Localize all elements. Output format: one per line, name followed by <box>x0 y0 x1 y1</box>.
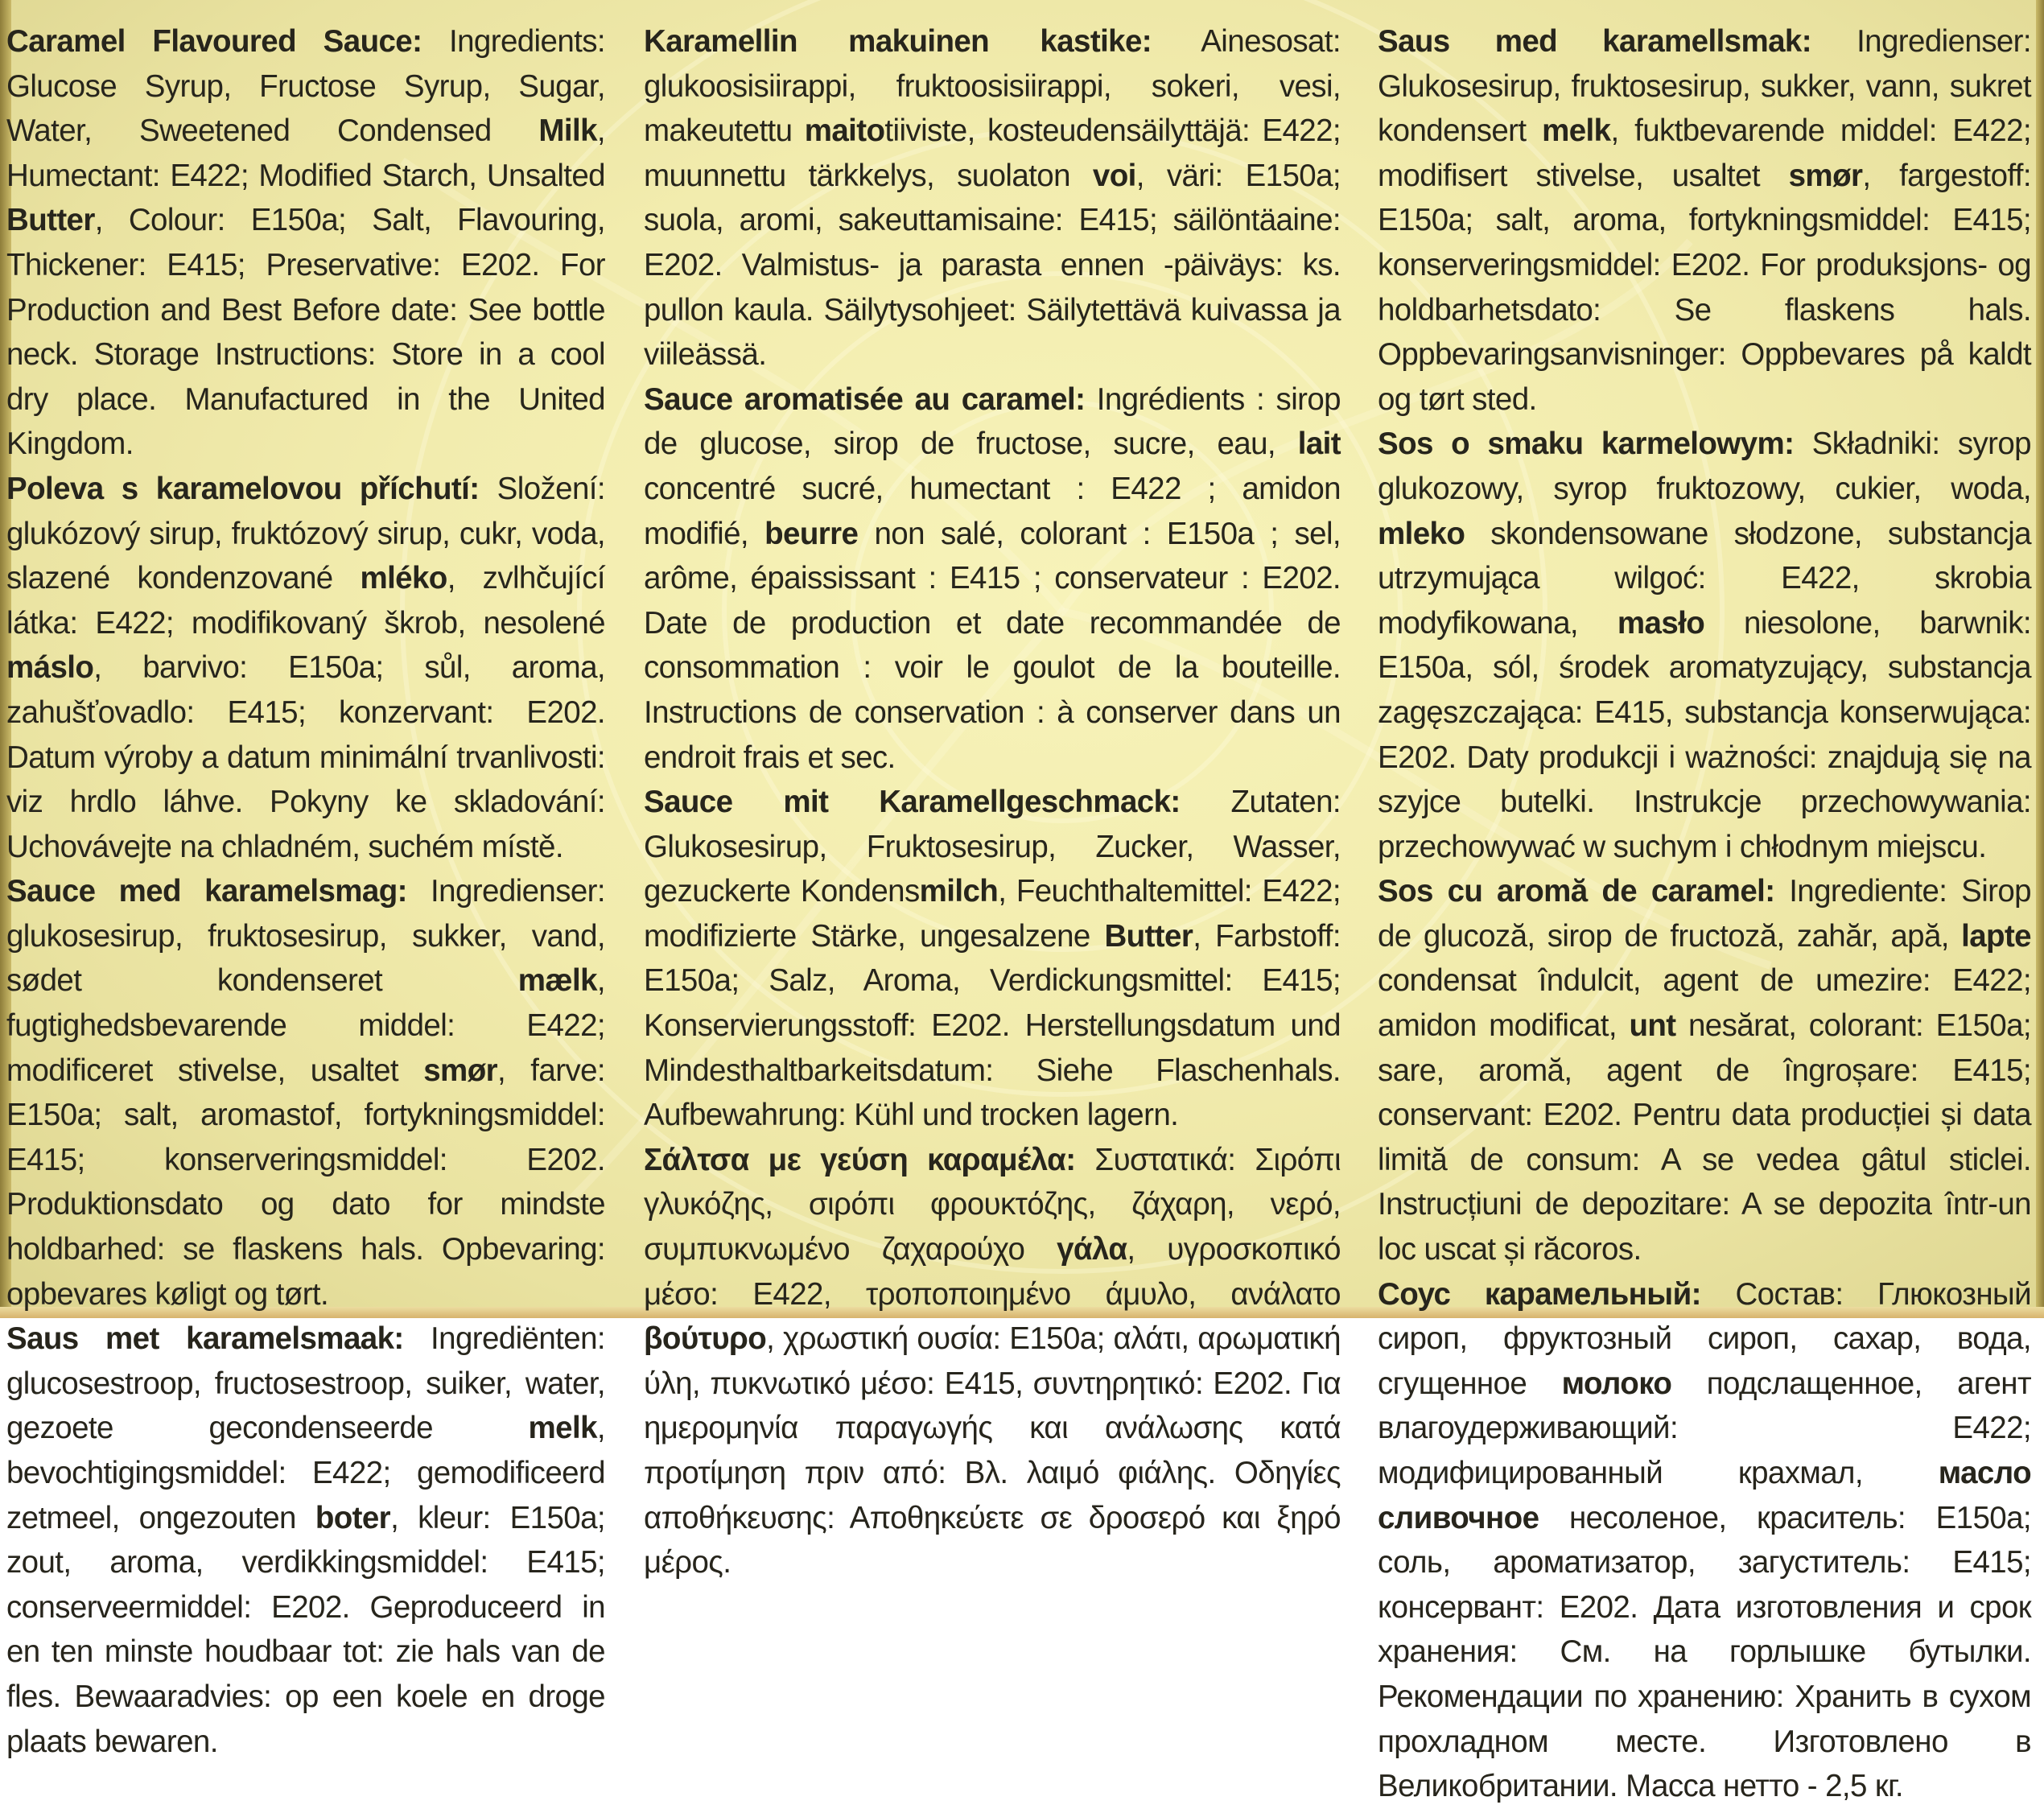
ingredients-column-2 <box>644 19 1341 1585</box>
ingredients-entry-pl: Sos o smaku karmelowym: Składniki: syrop glukozowy, syrop fruktozowy, cukier, woda, mleko skondensowane słodzone, substancja utrzymująca wilgoć: E422, skrobia modyfikowana, masło niesolone, barwnik: E150a, sól, środek aromatyzujący, substancja zagęszczająca: E415, substancja konserwująca: E202. Daty produkcji i ważności: znajdują się na szyjce butelki. Instrukcje przechowywania: przechowywać w suchym i chłodnym miejscu. <box>1378 426 2031 864</box>
ingredients-entry-da: Sauce med karamelsmag: Ingredienser: glukosesirup, fruktosesirup, sukker, vand, sødet kondenseret mælk, fugtighedsbevarende middel: E422; modificeret stivelse, usaltet smør, farve: E150a; salt, aromastof, fortykningsmiddel: E415; konserveringsmiddel: E202. Produktionsdato og dato for mindste holdbarhed: se flaskens hals. Opbevaring: opbevares køligt og tørt. <box>6 874 605 1312</box>
ingredients-entry-fi: Karamellin makuinen kastike: Ainesosat: glukoosisiirappi, fruktoosisiirappi, sokeri, vesi, makeutettu maitotiiviste, kosteudensäilyttäjä: E422; muunnettu tärkkelys, suolaton voi, väri: E150a; suola, aromi, sakeuttamisaine: E415; säilöntäaine: E202. Valmistus- ja parasta ennen -päiväys: ks. pullon kaula. Säilytysohjeet: Säilytettävä kuivassa ja viileässä. <box>644 24 1341 373</box>
ingredients-entry-ru: Соус карамельный: Состав: Глюкозный сироп, фруктозный сироп, сахар, вода, сгущенное молоко подслащенное, агент влагоудерживающий: E422; модифицированный крахмал, масло сливочное несоленое, краситель: E150a; соль, ароматизатор, загуститель: E415; консервант: E202. Дата изготовления и срок хранения: См. на горлышке бутылки. Рекомендации по хранению: Хранить в сухом прохладном месте. Изготовлено в Великобритании. Масса нетто - 2,5 кг. <box>1378 1276 2031 1804</box>
ingredients-entry-nl: Saus met karamelsmaak: Ingrediënten: glucosestroop, fructosestroop, suiker, water, gezoete gecondenseerde melk, bevochtigingsmiddel: E422; gemodificeerd zetmeel, ongezouten boter, kleur: E150a; zout, aroma, verdikkingsmiddel: E415; conserveermiddel: E202. Geproduceerd in en ten minste houdbaar tot: zie hals van de fles. Bewaaradvies: op een koele en droge plaats bewaren. <box>6 1321 605 1759</box>
ingredients-entry-fr: Sauce aromatisée au caramel: Ingrédients : sirop de glucose, sirop de fructose, sucre, eau, lait concentré sucré, humectant : E422 ; amidon modifié, beurre non salé, colorant : E150a ; sel, arôme, épaississant : E415 ; conservateur : E202. Date de production et date recommandée de consommation : voir le goulot de la bouteille. Instructions de conservation : à conserver dans un endroit frais et sec. <box>644 381 1341 775</box>
ingredients-entry-el: Σάλτσα με γεύση καραμέλα: Συστατικά: Σιρόπι γλυκόζης, σιρόπι φρουκτόζης, ζάχαρη, νερό, συμπυκνωμένο ζαχαρούχο γάλα, υγροσκοπικό μέσο: E422, τροποποιημένο άμυλο, ανάλατο βούτυρο, χρωστική ουσία: E150a; αλάτι, αρωματική ύλη, πυκνωτικό μέσο: E415, συντηρητικό: E202. Για ημερομηνία παραγωγής και ανάλωσης κατά προτίμηση πριν από: Βλ. λαιμό φιάλης. Οδηγίες αποθήκευσης: Αποθηκεύετε σε δροσερό και ξηρό μέρος. <box>644 1142 1341 1580</box>
ingredients-entry-no: Saus med karamellsmak: Ingredienser: Glukosesirup, fruktosesirup, sukker, vann, sukret kondensert melk, fuktbevarende middel: E422; modifisert stivelse, usaltet smør, fargestoff: E150a; salt, aroma, fortykningsmiddel: E415; konserveringsmiddel: E202. For produksjons- og holdbarhetsdato: Se flaskens hals. Oppbevaringsanvisninger: Oppbevares på kaldt og tørt sted. <box>1378 24 2031 417</box>
ingredients-column-1 <box>6 19 605 1764</box>
ingredients-entry-cs: Poleva s karamelovou příchutí: Složení: glukózový sirup, fruktózový sirup, cukr, voda, slazené kondenzované mléko, zvlhčující látka: E422; modifikovaný škrob, nesolené máslo, barvivo: E150a; sůl, aroma, zahušťovadlo: E415; konzervant: E202. Datum výroby a datum minimální trvanlivosti: viz hrdlo láhve. Pokyny ke skladování: Uchovávejte na chladném, suchém místě. <box>6 471 605 864</box>
label-edge-right <box>2036 0 2044 1318</box>
ingredients-entry-de: Sauce mit Karamellgeschmack: Zutaten: Glukosesirup, Fruktosesirup, Zucker, Wasser, gezuckerte Kondensmilch, Feuchthaltemittel: E422; modifizierte Stärke, ungesalzene Butter, Farbstoff: E150a; Salz, Aroma, Verdickungsmittel: E415; Konservierungsstoff: E202. Herstellungsdatum und Mindesthaltbarkeitsdatum: Siehe Flaschenhals. Aufbewahrung: Kühl und trocken lagern. <box>644 785 1341 1133</box>
ingredients-entry-en: Caramel Flavoured Sauce: Ingredients: Glucose Syrup, Fructose Syrup, Sugar, Water, Sweetened Condensed Milk, Humectant: E422; Modified Starch, Unsalted Butter, Colour: E150a; Salt, Flavouring, Thickener: E415; Preservative: E202. For Production and Best Before date: See bottle neck. Storage Instructions: Store in a cool dry place. Manufactured in the United Kingdom. <box>6 24 605 462</box>
ingredients-column-3 <box>1378 19 2031 1809</box>
ingredients-entry-ro: Sos cu aromă de caramel: Ingrediente: Sirop de glucoză, sirop de fructoză, zahăr, apă, lapte condensat îndulcit, agent de umezire: E422; amidon modificat, unt nesărat, colorant: E150a; sare, aromă, agent de îngroșare: E415; conservant: E202. Pentru data producției și data limită de consum: A se vedea gâtul sticlei. Instrucțiuni de depozitare: A se depozita într-un loc uscat și răcoros. <box>1378 874 2031 1267</box>
